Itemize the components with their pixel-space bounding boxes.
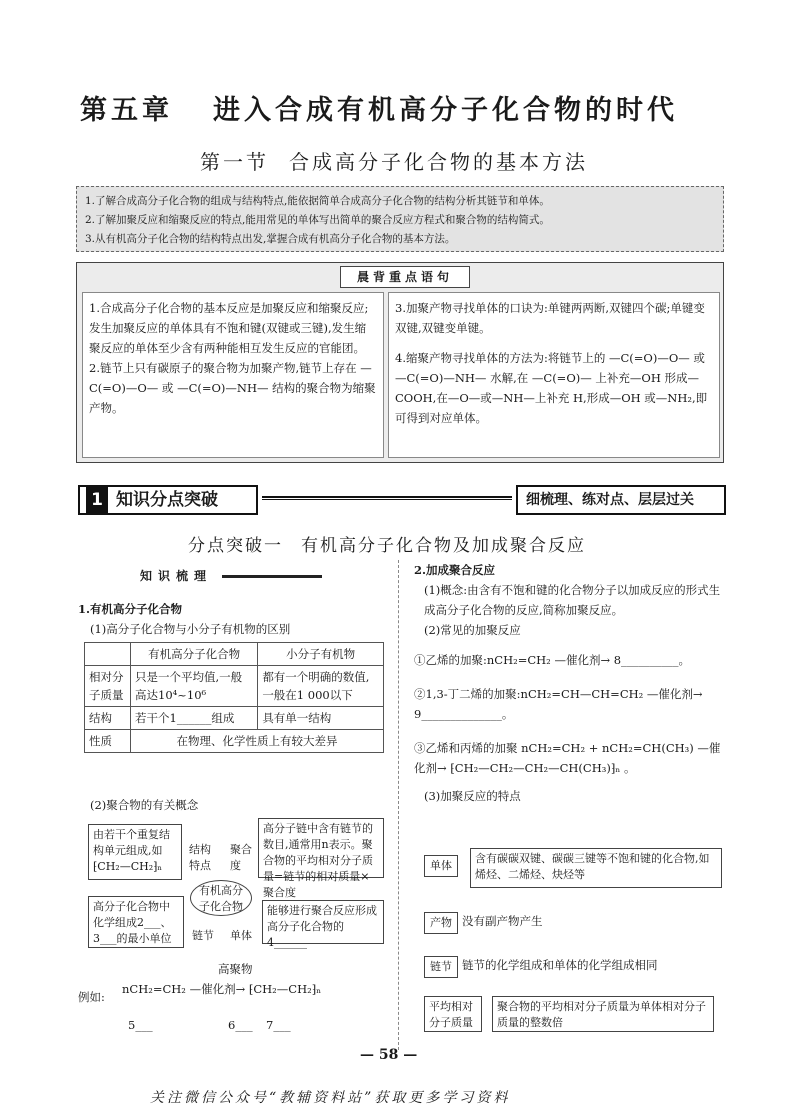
example-polymer-label: 高聚物 [218, 962, 253, 976]
goal-2: 2.了解加聚反应和缩聚反应的特点,能用常见的单体写出简单的聚合反应方程式和聚合物的结构简式。 [85, 214, 550, 226]
banner-right: 细梳理、练对点、层层过关 [516, 485, 726, 515]
banner-title: 知识分点突破 [116, 490, 218, 510]
left-h1b: (2)聚合物的有关概念 [90, 798, 199, 812]
blank-6: 6___ [228, 1018, 253, 1032]
section-title: 第一节 合成高分子化合物的基本方法 [200, 150, 588, 174]
diagram-degree: 聚合度 [226, 840, 266, 876]
feature-4-label: 平均相对分子质量 [424, 996, 482, 1032]
right-e3: ③乙烯和丙烯的加聚 nCH₂=CH₂ + nCH₂=CH(CH₃) —催化剂→ ⁅CH₂—CH₂—CH₂—CH(CH₃)⁆ₙ 。 [414, 741, 721, 775]
feature-2-label: 产物 [424, 912, 458, 934]
subsection-title: 分点突破一 有机高分子化合物及加成聚合反应 [188, 536, 586, 556]
example-equation: nCH₂=CH₂ —催化剂→ ⁅CH₂—CH₂⁆ₙ [122, 982, 322, 996]
diagram-struct: 结构特点 [185, 840, 225, 876]
diagram-monomer-def: 能够进行聚合反应形成高分子化合物的4______ [262, 900, 384, 944]
banner-number: 1 [86, 487, 108, 513]
example-label: 例如: [78, 990, 105, 1004]
blank-7: 7___ [266, 1018, 291, 1032]
key-right-1: 3.加聚产物寻找单体的口诀为:单键两两断,双键四个碳;单键变双键,双键变单键。 [395, 301, 705, 335]
diagram-degree-def: 高分子链中含有链节的数目,通常用n表示。聚合物的平均相对分子质量=链节的相对质量×聚合度 [258, 818, 384, 878]
key-right-2: 4.缩聚产物寻找单体的方法为:将链节上的 —C(=O)—O— 或 —C(=O)—NH— 水解,在 —C(=O)— 上补充—OH 形成—COOH,在—O—或—NH—上补充 H,形成—OH 或—NH₂,即可得到对应单体。 [395, 351, 708, 425]
goal-3: 3.从有机高分子化合物的结构特点出发,掌握合成有机高分子化合物的基本方法。 [85, 233, 456, 245]
right-e1: ①乙烯的加聚:nCH₂=CH₂ —催化剂→ 8__________。 [414, 653, 691, 667]
right-p1: (1)概念:由含有不饱和键的化合物分子以加成反应的形式生成高分子化合物的反应,简称加聚反应。 [424, 583, 721, 617]
zs-rule [222, 575, 322, 581]
page-number: — 58 — [360, 1047, 418, 1063]
key-sentences-title: 晨背重点语句 [340, 266, 470, 288]
diagram-chain-unit: 高分子化合物中化学组成2___、3___的最小单位 [88, 896, 184, 948]
feature-3-label: 链节 [424, 956, 458, 978]
right-column [414, 560, 730, 806]
right-p2: (2)常见的加聚反应 [424, 623, 521, 637]
feature-3-text: 链节的化学组成和单体的化学组成相同 [462, 958, 658, 972]
feature-1-label: 单体 [424, 855, 458, 877]
learning-goals [76, 186, 724, 252]
feature-4-text: 聚合物的平均相对分子质量为单体相对分子质量的整数倍 [492, 996, 714, 1032]
diagram-center: 有机高分子化合物 [190, 880, 252, 916]
diagram-chain-label: 链节 [188, 926, 220, 946]
section-banner [78, 485, 258, 515]
key-left [82, 292, 384, 458]
key-left-text: 1.合成高分子化合物的基本反应是加聚反应和缩聚反应;发生加聚反应的单体具有不饱和键(双键或三键),发生缩聚反应的单体至少含有两种能相互发生反应的官能团。 2.链节上只有碳原子的聚合物为加聚产物,链节上存在 —C(=O)—O— 或 —C(=O)—NH— 结构的聚合物为缩聚产物。 [89, 301, 376, 415]
chapter-title: 第五章 进入合成有机高分子化合物的时代 [80, 95, 678, 126]
footer-note: 关注微信公众号“教辅资料站”获取更多学习资料 [150, 1090, 511, 1106]
goal-1: 1.了解合成高分子化合物的组成与结构特点,能依据简单合成高分子化合物的结构分析其链节和单体。 [85, 195, 550, 207]
zs-title: 知识梳理 [140, 569, 213, 583]
column-divider [398, 560, 401, 1050]
banner-rule [262, 496, 512, 500]
left-h1a: (1)高分子化合物与小分子有机物的区别 [90, 622, 291, 636]
right-p3: (3)加聚反应的特点 [424, 789, 521, 803]
feature-2-text: 没有副产物产生 [462, 914, 543, 928]
right-h2: 2.加成聚合反应 [414, 563, 496, 577]
key-right [388, 292, 720, 458]
diagram-repeat-unit: 由若干个重复结构单元组成,如 ⁅CH₂—CH₂⁆ₙ [88, 824, 182, 880]
left-h1: 1.有机高分子化合物 [78, 602, 183, 616]
right-e2: ②1,3-丁二烯的加聚:nCH₂=CH—CH=CH₂ —催化剂→ 9______________。 [414, 687, 703, 721]
diagram-monomer-label: 单体 [226, 926, 258, 946]
blank-5: 5___ [128, 1018, 153, 1032]
compare-table: 有机高分子化合物 小分子有机物 相对分子质量 只是一个平均值,一般高达10⁴~10⁶ 都有一个明确的数值,一般在1 000以下 结构 若干个1______组成 具有单一结构 性质 在物理、化学性质上有较大差异 [84, 642, 384, 753]
feature-1-text: 含有碳碳双键、碳碳三键等不饱和键的化合物,如烯烃、二烯烃、炔烃等 [470, 848, 722, 888]
